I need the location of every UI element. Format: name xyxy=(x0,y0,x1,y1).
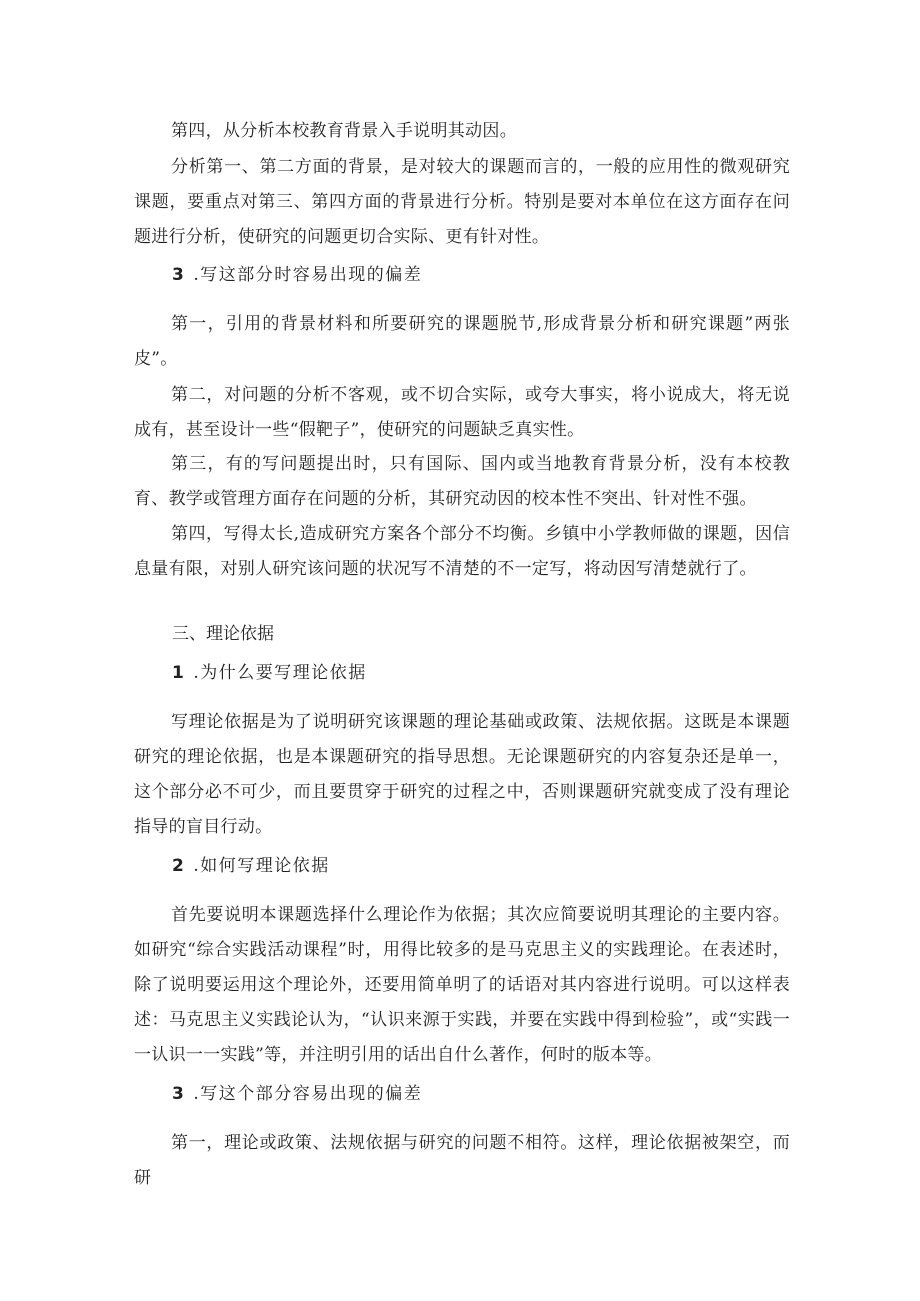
heading-text: .如何写理论依据 xyxy=(193,856,330,876)
subheading xyxy=(172,854,330,878)
heading-number: 1 xyxy=(172,663,186,683)
paragraph: 第三，有的写问题提出时，只有国际、国内或当地教育背景分析，没有本校教育、教学或管理方面存在问题的分析，其研究动因的校本性不突出、针对性不强。 xyxy=(134,454,790,509)
paragraph: 第二，对问题的分析不客观，或不切合实际，或夸大事实，将小说成大，将无说成有，甚至设计一些“假靶子”，使研究的问题缺乏真实性。 xyxy=(134,385,790,440)
subheading xyxy=(172,1082,422,1106)
heading-number: 2 xyxy=(172,856,186,876)
paragraph: 第四，写得太长,造成研究方案各个部分不均衡。乡镇中小学教师做的课题，因信息量有限，对别人研究该问题的状况写不清楚的不一定写，将动因写清楚就行了。 xyxy=(134,524,790,579)
subheading xyxy=(172,263,422,287)
heading-number: 3 xyxy=(172,265,186,285)
heading-text: .写这个部分容易出现的偏差 xyxy=(193,1084,423,1104)
paragraph: 写理论依据是为了说明研究该课题的理论基础或政策、法规依据。这既是本课题研究的理论依据，也是本课题研究的指导思想。无论课题研究的内容复杂还是单一，这个部分必不可少，而且要贯穿于研究的过程之中，否则课题研究就变成了没有理论指导的盲目行动。 xyxy=(134,712,790,837)
section-heading: 三、理论依据 xyxy=(172,624,274,644)
paragraph: 第一，理论或政策、法规依据与研究的问题不相符。这样，理论依据被架空，而研 xyxy=(134,1133,790,1188)
paragraph: 第四，从分析本校教育背景入手说明其动因。 xyxy=(171,121,517,141)
paragraph: 分析第一、第二方面的背景，是对较大的课题而言的，一般的应用性的微观研究课题，要重点对第三、第四方面的背景进行分析。特别是要对本单位在这方面存在问题进行分析，使研究的问题更切合实际、更有针对性。 xyxy=(134,157,790,247)
heading-number: 3 xyxy=(172,1084,186,1104)
subheading xyxy=(172,661,367,685)
paragraph: 第一，引用的背景材料和所要研究的课题脱节,形成背景分析和研究课题”两张皮”。 xyxy=(134,314,790,369)
paragraph: 首先要说明本课题选择什么理论作为依据；其次应简要说明其理论的主要内容。如研究“综合实践活动课程”时，用得比较多的是马克思主义的实践理论。在表述时，除了说明要运用这个理论外，还要用简单明了的话语对其内容进行说明。可以这样表述：马克思主义实践论认为，“认识来源于实践，并要在实践中得到检验”，或“实践一一认识一一实践”等，并注明引用的话出自什么著作，何时的版本等。 xyxy=(134,905,790,1065)
heading-text: .写这部分时容易出现的偏差 xyxy=(193,265,423,285)
heading-text: .为什么要写理论依据 xyxy=(193,663,367,683)
